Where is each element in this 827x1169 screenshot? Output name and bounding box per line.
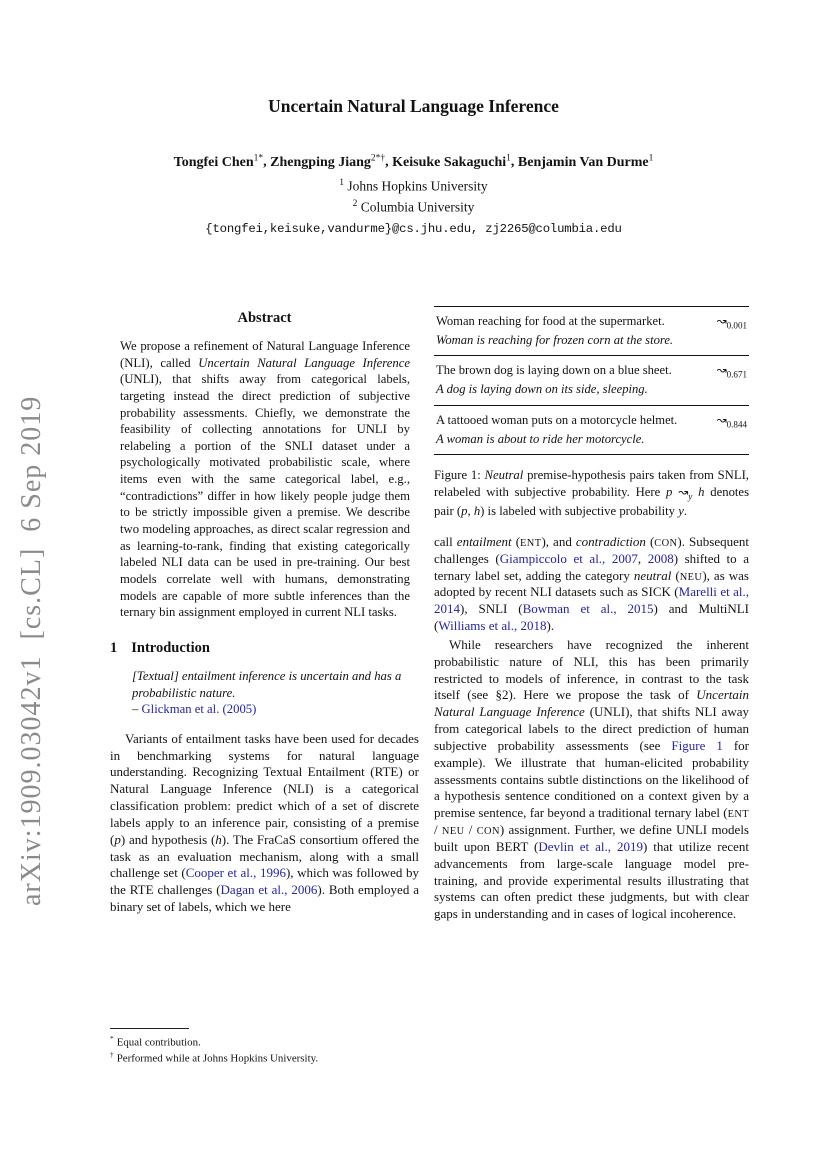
author-separator: , [385,154,393,170]
hypothesis-text: A dog is laying down on its side, sleeping. [436,382,648,397]
citation-link[interactable]: Williams et al., 2018 [438,618,547,634]
section-number: 1 [110,639,118,656]
footnote-block [110,1028,420,1066]
squiggly-arrow-icon: ↝ [716,314,727,328]
affiliation: $^1$ Johns Hopkins University [339,177,488,194]
section-heading-introduction [110,640,419,657]
footnote-marker: † [110,1049,114,1059]
citation-link[interactable]: Devlin et al., 2019 [538,838,643,854]
citation-link[interactable]: Glickman et al. (2005) [141,702,257,717]
author-separator: , [510,154,518,170]
hypothesis-text: Woman is reaching for frozen corn at the store. [436,333,674,348]
epigraph-quote [132,668,413,718]
figure1-table [434,306,749,455]
author-superscript: 1 [648,153,654,163]
premise-text: Woman reaching for food at the supermarket. [436,314,665,328]
email-line: {tongfei,keisuke,vandurme}@cs.jhu.edu, zj2265@columbia.edu [205,221,622,236]
author-superscript: 1* [253,153,264,163]
squiggly-arrow-icon: ↝ [716,363,727,378]
intro-paragraph: Variants of entailment tasks have been used for decades in benchmarking systems for natural language understanding. Recognizing Textual Entailment (RTE) or Natural Language Inference (NLI) is a categorical classification problem: predict which of a set of discrete labels apply to an inference pair, consisting of a premise (p) and hypothesis (h). The FraCaS consortium offered the task as an evaluation mechanism, along with a small challenge set (Cooper et al., 1996), which was followed by the RTE challenges (Dagan et al., 2006). Both employed a binary set of labels, which we here [110,730,419,915]
squiggly-arrow-icon: ↝ [716,412,727,427]
abstract-heading: Abstract [237,310,292,326]
citation-link[interactable]: 2008 [647,550,674,566]
figure1-row [434,307,749,356]
score-value: 0.001 [726,320,747,331]
arxiv-watermark: arXiv:1909.03042v1 [cs.CL] 6 Sep 2019 [16,395,47,906]
footnote-rule [110,1028,189,1029]
author: Tongfei Chen$^{1*}$ [173,153,264,170]
footnote [110,1050,420,1066]
premise-text: A tattooed woman puts on a motorcycle helmet. [436,412,678,427]
footnote-text: Equal contribution. [116,1036,201,1049]
probability-score [717,412,747,431]
two-column-body [110,306,749,923]
author: Zhengping Jiang$^{2*\dagger}$ [270,153,386,170]
abstract-text: We propose a refinement of Natural Language Inference (NLI), called Uncertain Natural Language Inference (UNLI), that shifts away from categorical labels, targeting instead the direct prediction of subjective probability assessments. Chiefly, we demonstrate the feasibility of collecting annotations for UNLI by relabeling a portion of the SNLI dataset under a psychologically motivated probabilistic scale, where items even with the same categorical label, e.g., “contradictions” differ in how likely people judge them to be strictly impossible given a premise. We describe two modeling approaches, as direct scalar regression and as learning-to-rank, finding that existing categorically labeled NLI data can be used in pre-training. Our best models correlate well with humans, demonstrating models are capable of more subtle inferences than the ternary bin assignment employed in current NLI tasks. [120,339,410,620]
author-separator: , [263,154,271,170]
hypothesis-text: A woman is about to ride her motorcycle. [436,431,645,446]
citation-link[interactable]: Giampiccolo et al., 2007 [499,550,638,566]
citation-link[interactable]: Dagan et al., 2006 [220,882,318,898]
premise-line [436,412,747,431]
citation-link[interactable]: Marelli et al., 2014 [434,584,749,617]
citation-link[interactable]: Bowman et al., 2015 [522,601,654,617]
footnote-marker: * [110,1034,114,1043]
author: Benjamin Van Durme$^1$ [517,153,654,170]
paper-title: Uncertain Natural Language Inference [268,96,559,116]
premise-line [436,362,747,381]
left-column [110,306,419,923]
citation-link[interactable]: Cooper et al., 1996 [185,865,286,881]
author-line [0,153,827,171]
affiliations [0,176,827,219]
premise-text: The brown dog is laying down on a blue sheet. [436,363,672,378]
probability-score [717,362,747,381]
footnote [110,1034,420,1050]
figure1-caption: Figure 1: Neutral premise-hypothesis pairs taken from SNLI, relabeled with subjective probability. Here p $↝_y$ h denotes pair (p, h) is labeled with subjective probability y. [434,468,750,519]
section-title: Introduction [131,639,210,656]
body-paragraph: While researchers have recognized the inherent probabilistic nature of NLI, this has been primarily restricted to models of inference, in contrast to the task itself (see §2). Here we propose the task of Uncertain Natural Language Inference (UNLI), that shifts NLI away from categorical labels to the direct prediction of human subjective probability assessments (see Figure 1 for example). We illustrate that human-elicited probability assessments contains subtle distinctions on the likelihood of a hypothesis sentence conditioned on a context given by a premise sentence, far beyond a traditional ternary label (ENT / NEU / CON) assignment. Further, we define UNLI models built upon BERT (Devlin et al., 2019) that utilize recent advancements from large-scale language model pre-training, and provide experimental results illustrating that systems can often predict these judgments, but with clear gaps in understanding and in cases of logical incoherence. [434,636,749,922]
author: Keisuke Sakaguchi$^1$ [392,153,511,170]
author-superscript: 1 [506,153,511,163]
quote-attribution: – Glickman et al. (2005) [132,702,257,717]
citation-link[interactable]: Figure 1 [671,737,723,753]
footnote-text: Performed while at Johns Hopkins University. [116,1052,319,1065]
affiliation: $^2$ Columbia University [352,199,475,215]
body-paragraph: call entailment (ENT), and contradiction (CON). Subsequent challenges (Giampiccolo et al., 2007, 2008) shifted to a ternary label set, adding the category neutral (NEU), as was adopted by recent NLI datasets such as SICK (Marelli et al., 2014), SNLI (Bowman et al., 2015) and MultiNLI (Williams et al., 2018). [434,534,749,634]
score-value: 0.844 [726,419,747,430]
figure1-row [434,406,749,455]
author-superscript: 2*† [370,153,386,163]
paper-header [0,0,827,236]
score-value: 0.671 [726,369,747,380]
figure1-row [434,356,749,405]
right-column [434,306,749,923]
probability-score [717,313,747,332]
premise-line [436,313,747,332]
quote-text: [Textual] entailment inference is uncertain and has a probabilistic nature. [132,668,402,700]
